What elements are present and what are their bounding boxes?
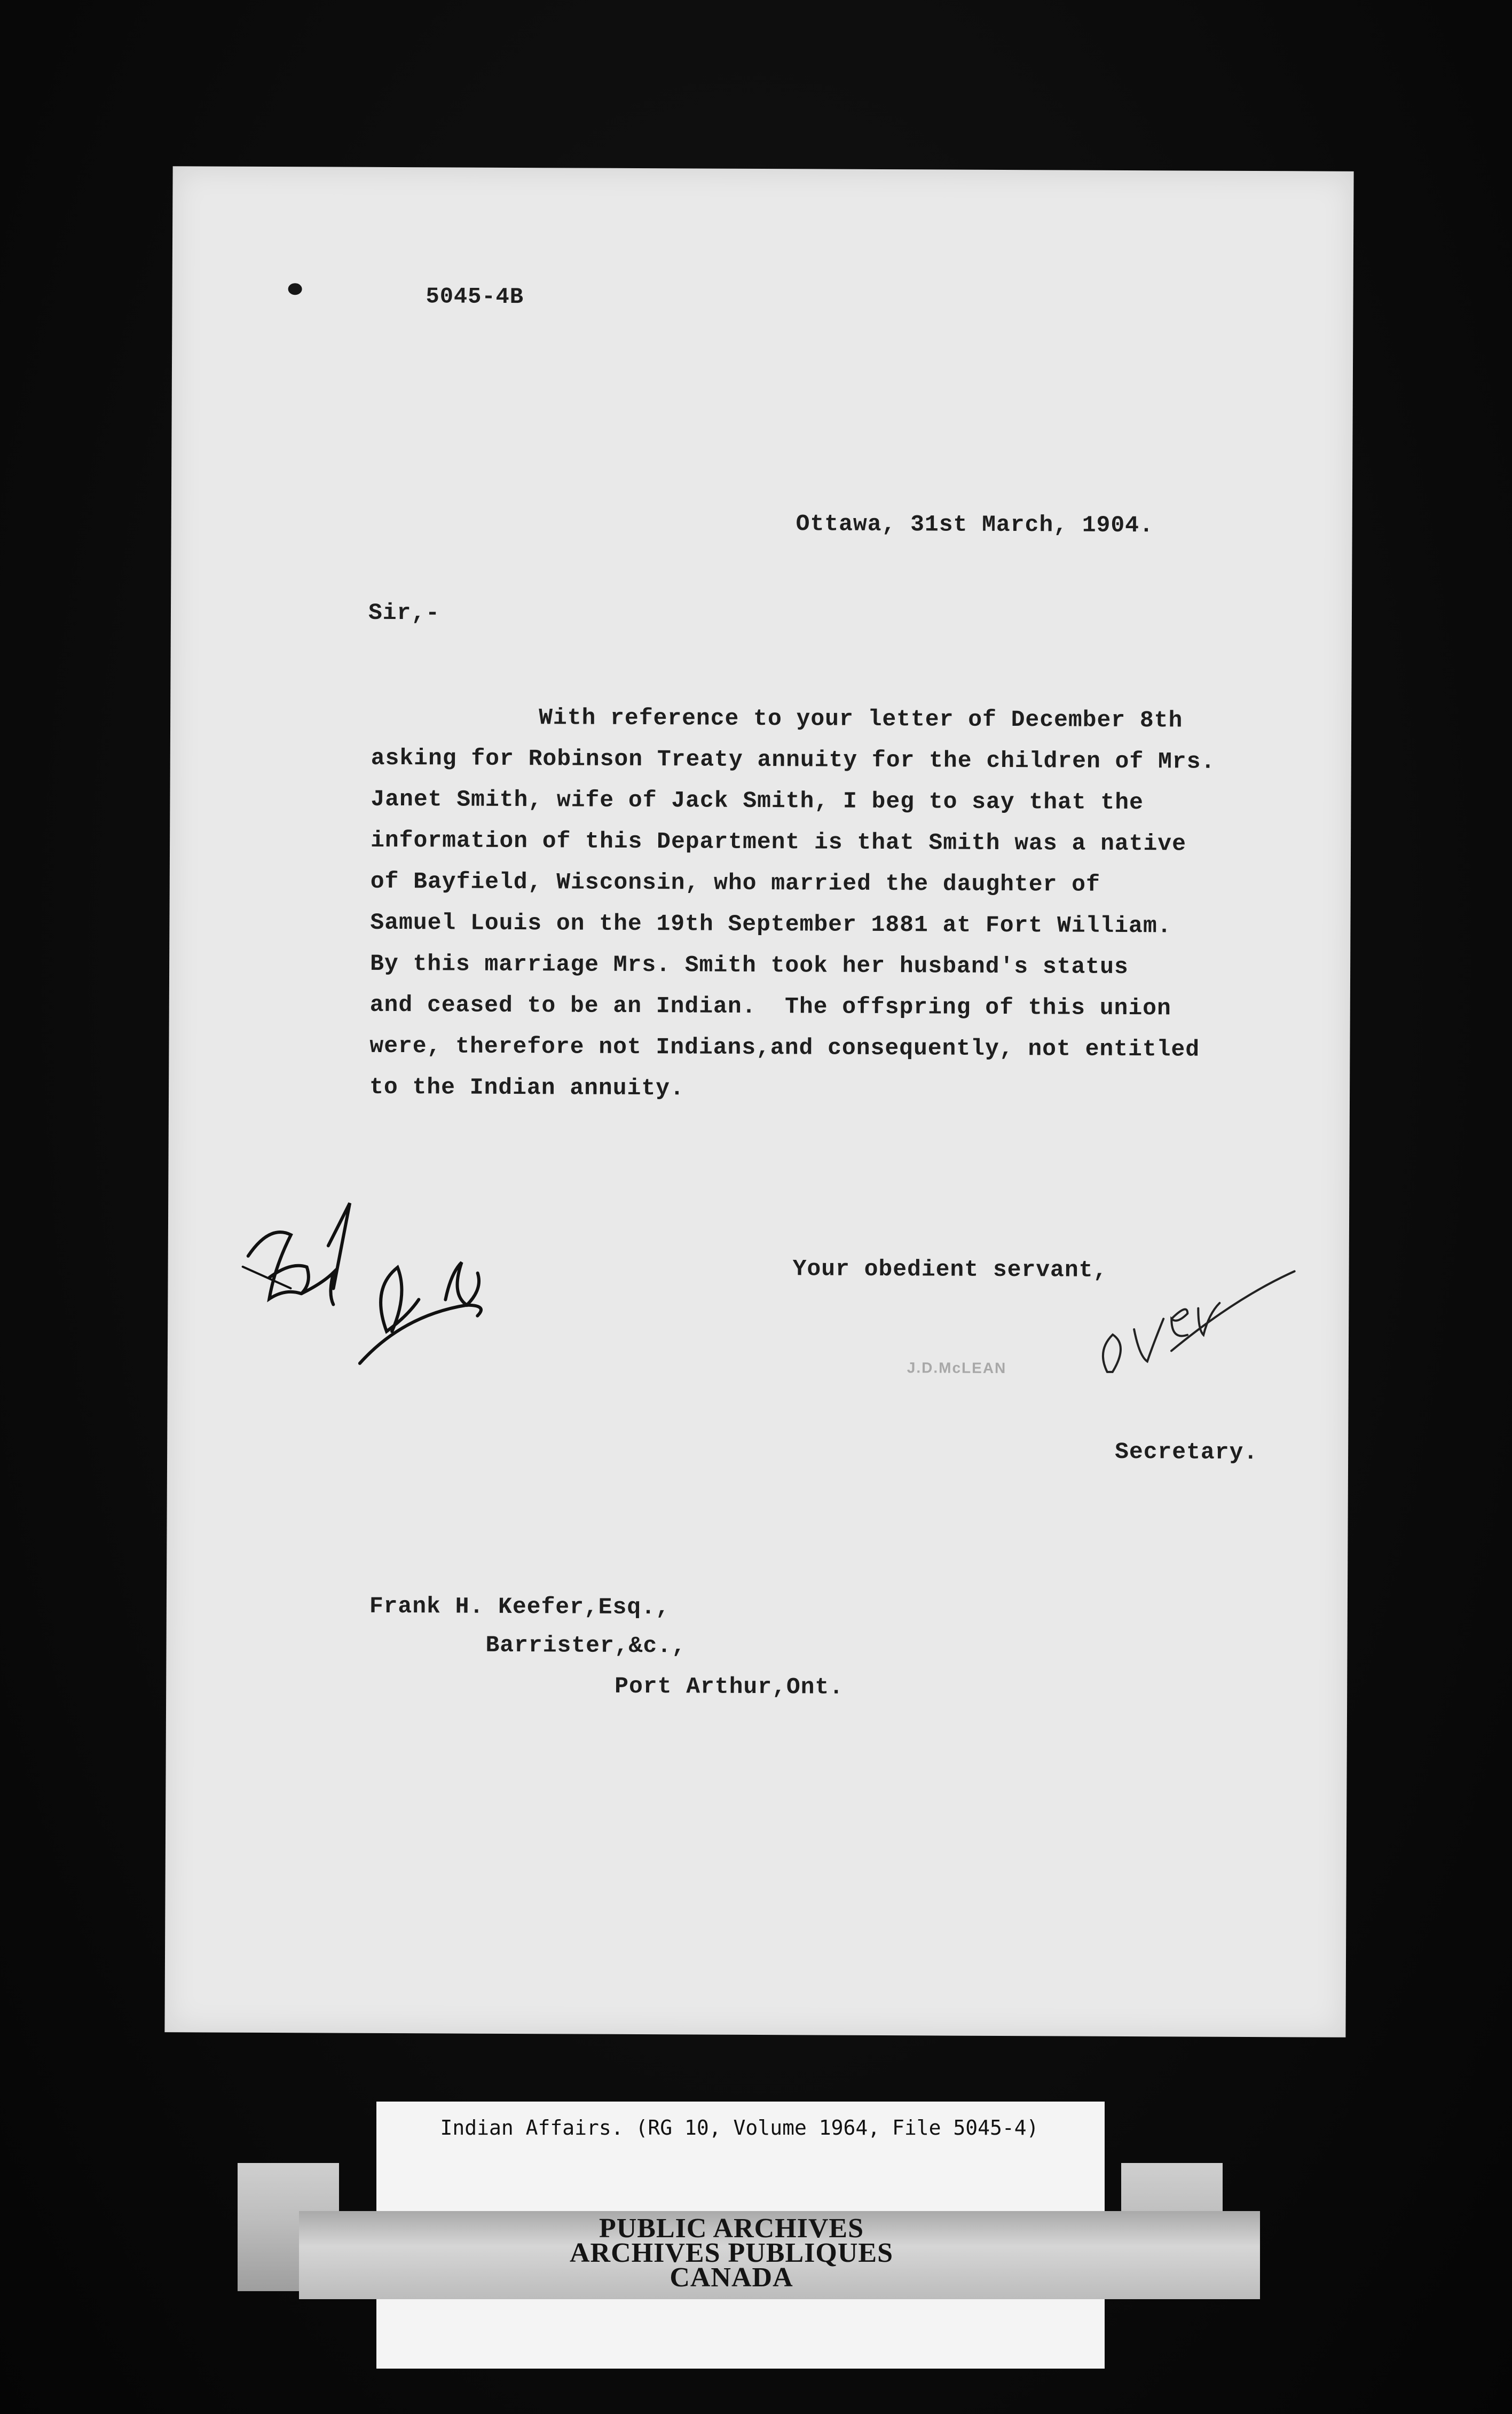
body-line: to the Indian annuity.	[369, 1073, 684, 1102]
handwritten-initials	[242, 1203, 482, 1364]
handwritten-over-note	[1103, 1271, 1295, 1373]
closing: Your obedient servant,	[792, 1256, 1108, 1283]
salutation: Sir,-	[368, 599, 440, 626]
body-line: information of this Department is that Smith was a native	[371, 827, 1187, 857]
body-line: and ceased to be an Indian. The offspring of this union	[369, 991, 1171, 1022]
handwritten-annotations	[164, 166, 1353, 2037]
letter-page	[164, 166, 1353, 2037]
body-line: asking for Robinson Treaty annuity for the children of Mrs.	[371, 744, 1216, 775]
body-line: of Bayfield, Wisconsin, who married the daughter of	[370, 868, 1100, 898]
archives-stamp-line: CANADA	[670, 2262, 793, 2293]
address-title: Barrister,&c.,	[485, 1632, 686, 1659]
signer-title: Secretary.	[1115, 1438, 1258, 1466]
archives-stamp	[523, 2213, 940, 2293]
body-line: By this marriage Mrs. Smith took her husband's status	[370, 950, 1129, 981]
body-line: With reference to your letter of December 8th	[539, 704, 1183, 734]
archives-stamp-line: ARCHIVES PUBLIQUES	[569, 2238, 894, 2268]
signature-stamp: J.D.McLEAN	[907, 1359, 1007, 1377]
date-line: Ottawa, 31st March, 1904.	[796, 511, 1154, 539]
archive-caption: Indian Affairs. (RG 10, Volume 1964, File 5045-4)	[440, 2116, 1039, 2139]
file-reference: 5045-4B	[426, 284, 524, 310]
archives-stamp-line: PUBLIC ARCHIVES	[598, 2213, 864, 2244]
body-line: Samuel Louis on the 19th September 1881 at Fort William.	[370, 909, 1172, 939]
body-line: Janet Smith, wife of Jack Smith, I beg to say that the	[371, 786, 1144, 816]
body-line: were, therefore not Indians,and consequently, not entitled	[369, 1032, 1200, 1063]
address-place: Port Arthur,Ont.	[615, 1673, 844, 1700]
address-name: Frank H. Keefer,Esq.,	[369, 1593, 670, 1621]
